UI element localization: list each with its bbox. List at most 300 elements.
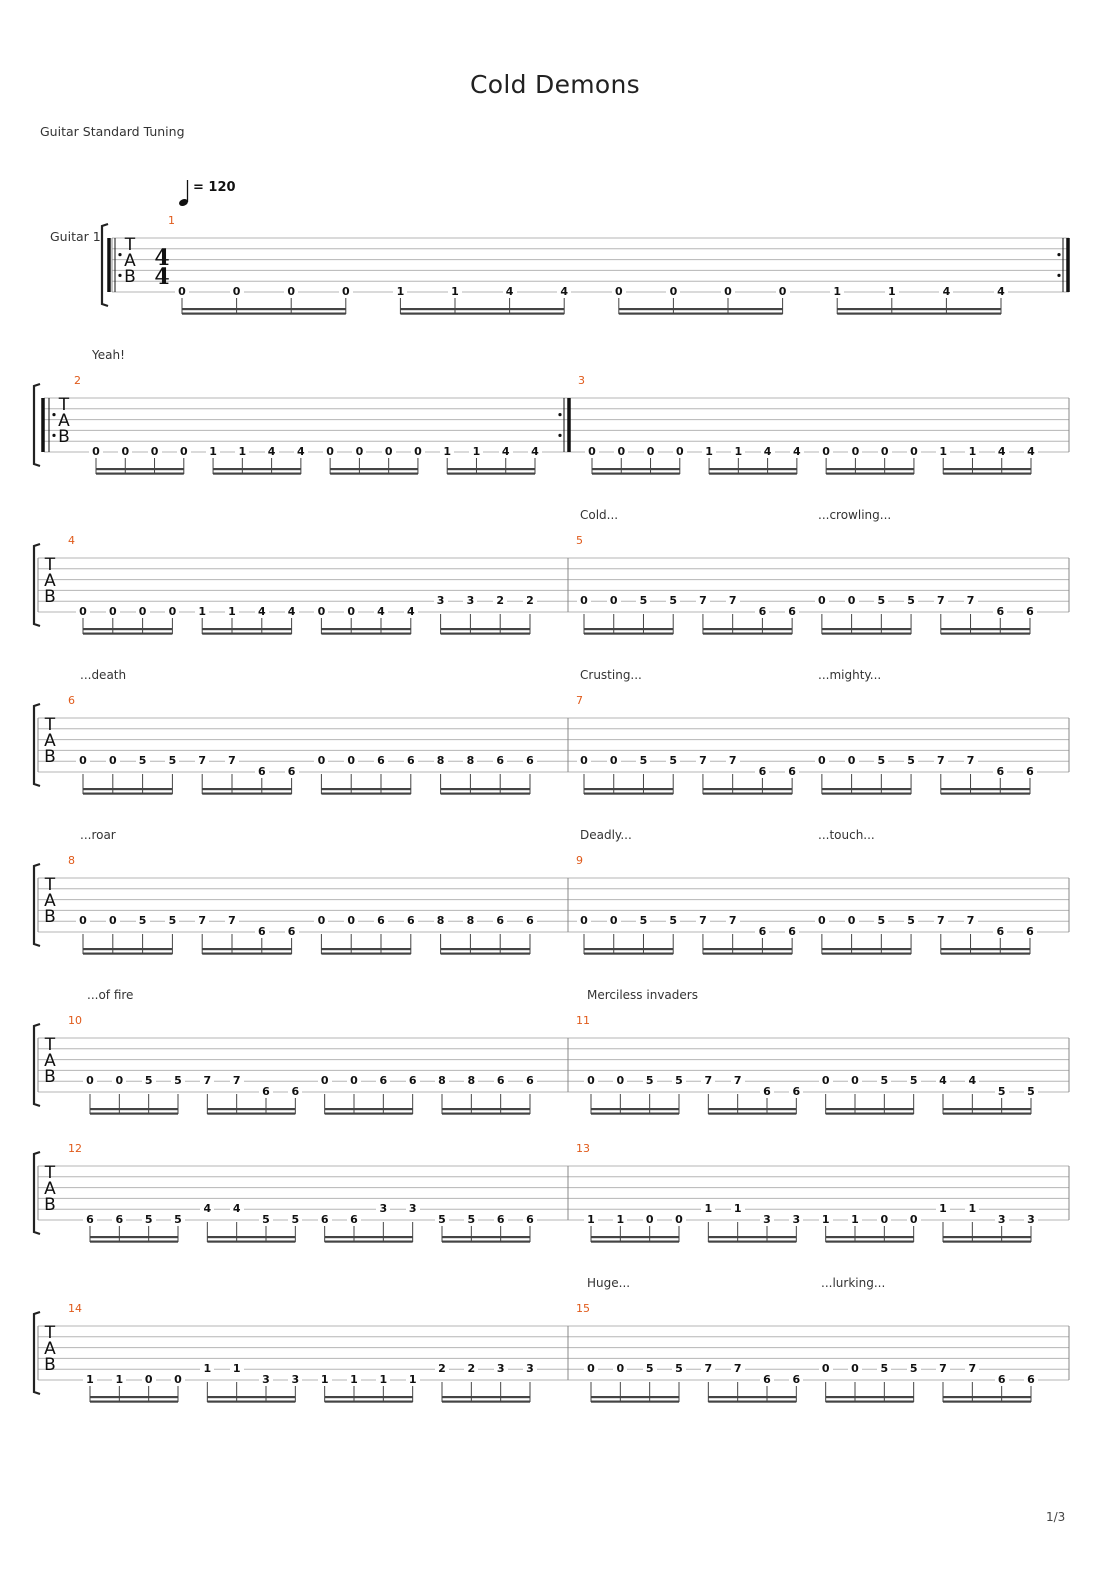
measure-number: 1 (168, 214, 175, 227)
beam (442, 1401, 530, 1403)
fret-number: 0 (877, 1214, 891, 1226)
beam (441, 948, 530, 950)
fret-number: 0 (577, 915, 591, 927)
fret-number: 6 (259, 1086, 273, 1098)
beam (822, 788, 911, 790)
fret-number: 6 (285, 926, 299, 938)
beam (619, 313, 783, 315)
fret-number: 5 (171, 1075, 185, 1087)
system-brace (34, 1152, 40, 1234)
lyric-text: ...crowling... (818, 508, 892, 522)
beam (202, 948, 291, 950)
fret-number: 1 (731, 1203, 745, 1215)
fret-number: 6 (376, 1075, 390, 1087)
fret-number: 5 (1024, 1086, 1038, 1098)
fret-number: 0 (118, 446, 132, 458)
beam (822, 953, 911, 955)
fret-number: 7 (731, 1075, 745, 1087)
measure-number: 8 (68, 854, 75, 867)
fret-number: 0 (845, 595, 859, 607)
fret-number: 0 (344, 606, 358, 618)
fret-number: 0 (776, 286, 790, 298)
beam (708, 1113, 796, 1115)
tab-clef-letter: T (44, 1323, 56, 1343)
tab-clef-letter: A (44, 891, 56, 911)
fret-number: 0 (584, 1075, 598, 1087)
beam (941, 788, 1030, 790)
beam (584, 793, 673, 795)
fret-number: 0 (845, 915, 859, 927)
fret-number: 6 (785, 766, 799, 778)
beam (207, 1241, 295, 1243)
fret-number: 5 (142, 1214, 156, 1226)
fret-number: 0 (76, 606, 90, 618)
measure-number: 10 (68, 1014, 82, 1027)
fret-number: 1 (318, 1374, 332, 1386)
lyric-text: Huge... (587, 1276, 631, 1290)
fret-number: 1 (830, 286, 844, 298)
fret-number: 0 (577, 755, 591, 767)
fret-number: 1 (347, 1374, 361, 1386)
fret-number: 0 (339, 286, 353, 298)
fret-number: 5 (288, 1214, 302, 1226)
fret-number: 8 (463, 755, 477, 767)
fret-number: 0 (175, 286, 189, 298)
fret-number: 0 (673, 446, 687, 458)
time-signature-denominator: 4 (154, 264, 170, 290)
beam (826, 1113, 914, 1115)
lyric-text: Merciless invaders (587, 988, 698, 1002)
beam (442, 1396, 530, 1398)
fret-number: 0 (347, 1075, 361, 1087)
beam (447, 468, 535, 470)
tab-clef-letter: B (44, 587, 56, 607)
measure-number: 7 (576, 694, 583, 707)
beam (708, 1401, 796, 1403)
beam (943, 1108, 1031, 1110)
tab-clef-letter: A (44, 1179, 56, 1199)
tab-clef-letter: T (44, 875, 56, 895)
fret-number: 4 (285, 606, 299, 618)
fret-number: 0 (382, 446, 396, 458)
page-number: 1/3 (1046, 1510, 1066, 1524)
beam (592, 473, 680, 475)
fret-number: 4 (965, 1075, 979, 1087)
fret-number: 6 (523, 755, 537, 767)
fret-number: 2 (435, 1363, 449, 1375)
fret-number: 3 (789, 1214, 803, 1226)
fret-number: 1 (731, 446, 745, 458)
fret-number: 0 (76, 915, 90, 927)
fret-number: 0 (284, 286, 298, 298)
measure-number: 9 (576, 854, 583, 867)
fret-number: 0 (819, 446, 833, 458)
fret-number: 5 (165, 915, 179, 927)
lyric-text: Crusting... (580, 668, 642, 682)
tab-clef-letter: B (44, 907, 56, 927)
fret-number: 5 (142, 1075, 156, 1087)
fret-number: 1 (613, 1214, 627, 1226)
tuning-label: Guitar Standard Tuning (40, 124, 185, 139)
fret-number: 0 (721, 286, 735, 298)
beam (703, 788, 792, 790)
fret-number: 5 (904, 755, 918, 767)
fret-number: 0 (165, 606, 179, 618)
fret-number: 0 (314, 755, 328, 767)
fret-number: 0 (819, 1075, 833, 1087)
repeat-dot (1057, 253, 1060, 256)
fret-number: 6 (347, 1214, 361, 1226)
fret-number: 1 (469, 446, 483, 458)
beam (441, 953, 530, 955)
beam (325, 1113, 413, 1115)
fret-number: 0 (106, 915, 120, 927)
fret-number: 5 (435, 1214, 449, 1226)
beam (703, 953, 792, 955)
beam (202, 788, 291, 790)
beam (325, 1236, 413, 1238)
fret-number: 6 (83, 1214, 97, 1226)
beam (83, 953, 172, 955)
beam (703, 793, 792, 795)
beam (330, 468, 418, 470)
fret-number: 6 (755, 606, 769, 618)
fret-number: 6 (1023, 926, 1037, 938)
beam (96, 473, 184, 475)
fret-number: 0 (613, 1075, 627, 1087)
fret-number: 4 (294, 446, 308, 458)
tab-clef-letter: T (44, 555, 56, 575)
fret-number: 6 (1023, 766, 1037, 778)
fret-number: 5 (643, 1075, 657, 1087)
fret-number: 1 (965, 1203, 979, 1215)
fret-number: 7 (696, 915, 710, 927)
fret-number: 0 (613, 1363, 627, 1375)
fret-number: 0 (323, 446, 337, 458)
fret-number: 7 (225, 755, 239, 767)
beam (703, 633, 792, 635)
fret-number: 6 (523, 915, 537, 927)
fret-number: 3 (760, 1214, 774, 1226)
fret-number: 1 (393, 286, 407, 298)
beam (941, 948, 1030, 950)
fret-number: 0 (607, 755, 621, 767)
fret-number: 6 (406, 1075, 420, 1087)
beam (591, 1113, 679, 1115)
fret-number: 1 (376, 1374, 390, 1386)
beam (182, 308, 346, 310)
fret-number: 3 (523, 1363, 537, 1375)
beam (708, 1236, 796, 1238)
fret-number: 6 (760, 1086, 774, 1098)
fret-number: 4 (265, 446, 279, 458)
fret-number: 1 (230, 1363, 244, 1375)
fret-number: 1 (235, 446, 249, 458)
beam (837, 308, 1001, 310)
beam (584, 788, 673, 790)
fret-number: 4 (503, 286, 517, 298)
fret-number: 7 (934, 915, 948, 927)
beam (207, 1236, 295, 1238)
lyric-text: Deadly... (580, 828, 632, 842)
fret-number: 6 (493, 755, 507, 767)
beam (325, 1108, 413, 1110)
fret-number: 5 (666, 915, 680, 927)
fret-number: 1 (195, 606, 209, 618)
system-brace (34, 544, 40, 626)
fret-number: 0 (848, 1363, 862, 1375)
fret-number: 1 (112, 1374, 126, 1386)
fret-number: 0 (352, 446, 366, 458)
measure-number: 2 (74, 374, 81, 387)
fret-number: 4 (790, 446, 804, 458)
fret-number: 3 (406, 1203, 420, 1215)
fret-number: 0 (607, 595, 621, 607)
fret-number: 1 (225, 606, 239, 618)
beam (441, 633, 530, 635)
fret-number: 5 (636, 915, 650, 927)
fret-number: 3 (376, 1203, 390, 1215)
beam (400, 308, 564, 310)
fret-number: 5 (874, 595, 888, 607)
fret-number: 4 (994, 286, 1008, 298)
fret-number: 0 (907, 446, 921, 458)
fret-number: 1 (83, 1374, 97, 1386)
fret-number: 6 (374, 755, 388, 767)
fret-number: 6 (993, 606, 1007, 618)
fret-number: 1 (819, 1214, 833, 1226)
beam (822, 633, 911, 635)
fret-number: 7 (726, 595, 740, 607)
repeat-dot (52, 434, 55, 437)
beam (943, 1236, 1031, 1238)
beam (325, 1241, 413, 1243)
beam (943, 473, 1031, 475)
lyric-text: ...of fire (87, 988, 134, 1002)
fret-number: 1 (406, 1374, 420, 1386)
tab-clef-letter: B (58, 427, 70, 447)
beam (441, 793, 530, 795)
beam (591, 1236, 679, 1238)
fret-number: 4 (995, 446, 1009, 458)
beam (941, 628, 1030, 630)
beam (584, 628, 673, 630)
fret-number: 6 (1024, 1374, 1038, 1386)
beam (202, 793, 291, 795)
fret-number: 0 (142, 1374, 156, 1386)
fret-number: 5 (904, 595, 918, 607)
fret-number: 0 (577, 595, 591, 607)
beam (321, 948, 410, 950)
fret-number: 6 (285, 766, 299, 778)
fret-number: 0 (230, 286, 244, 298)
fret-number: 0 (815, 915, 829, 927)
beam (442, 1108, 530, 1110)
beam (943, 1396, 1031, 1398)
beam (90, 1108, 178, 1110)
beam (325, 1396, 413, 1398)
fret-number: 0 (83, 1075, 97, 1087)
fret-number: 3 (995, 1214, 1009, 1226)
fret-number: 5 (672, 1363, 686, 1375)
beam (709, 473, 797, 475)
tab-clef-letter: B (124, 267, 136, 287)
beam (441, 628, 530, 630)
fret-number: 5 (874, 915, 888, 927)
fret-number: 4 (939, 286, 953, 298)
beam (708, 1396, 796, 1398)
fret-number: 5 (877, 1363, 891, 1375)
fret-number: 0 (845, 755, 859, 767)
fret-number: 7 (936, 1363, 950, 1375)
system-brace (34, 704, 40, 786)
fret-number: 0 (314, 606, 328, 618)
beam (83, 948, 172, 950)
beam (826, 468, 914, 470)
fret-number: 7 (965, 1363, 979, 1375)
beam (321, 793, 410, 795)
fret-number: 7 (696, 595, 710, 607)
song-title: Cold Demons (470, 70, 640, 99)
beam (584, 953, 673, 955)
beam (83, 628, 172, 630)
beam (826, 1241, 914, 1243)
fret-number: 0 (643, 1214, 657, 1226)
fret-number: 0 (171, 1374, 185, 1386)
fret-number: 3 (463, 595, 477, 607)
repeat-dot (1057, 274, 1060, 277)
fret-number: 4 (936, 1075, 950, 1087)
fret-number: 0 (106, 755, 120, 767)
fret-number: 8 (435, 1075, 449, 1087)
fret-number: 5 (171, 1214, 185, 1226)
fret-number: 7 (200, 1075, 214, 1087)
fret-number: 7 (195, 755, 209, 767)
fret-number: 0 (612, 286, 626, 298)
tab-clef-letter: B (44, 747, 56, 767)
beam (202, 633, 291, 635)
fret-number: 7 (225, 915, 239, 927)
tempo-value: = 120 (193, 180, 236, 195)
beam (90, 1113, 178, 1115)
fret-number: 1 (701, 1203, 715, 1215)
beam (822, 628, 911, 630)
beam (321, 628, 410, 630)
tab-clef-letter: B (44, 1355, 56, 1375)
fret-number: 6 (1023, 606, 1037, 618)
beam (591, 1396, 679, 1398)
fret-number: 5 (995, 1086, 1009, 1098)
beam (96, 468, 184, 470)
beam (709, 468, 797, 470)
fret-number: 1 (848, 1214, 862, 1226)
fret-number: 5 (907, 1075, 921, 1087)
fret-number: 0 (607, 915, 621, 927)
beam (90, 1396, 178, 1398)
repeat-dot (558, 413, 561, 416)
fret-number: 0 (584, 1363, 598, 1375)
fret-number: 6 (374, 915, 388, 927)
beam (90, 1241, 178, 1243)
fret-number: 0 (644, 446, 658, 458)
fret-number: 5 (877, 1075, 891, 1087)
beam (182, 313, 346, 315)
beam (592, 468, 680, 470)
beam (83, 633, 172, 635)
fret-number: 4 (404, 606, 418, 618)
fret-number: 7 (964, 595, 978, 607)
fret-number: 6 (404, 755, 418, 767)
beam (941, 633, 1030, 635)
time-signature-numerator: 4 (154, 245, 170, 271)
beam (207, 1113, 295, 1115)
fret-number: 5 (907, 1363, 921, 1375)
beam (202, 953, 291, 955)
fret-number: 0 (411, 446, 425, 458)
fret-number: 6 (318, 1214, 332, 1226)
fret-number: 1 (936, 446, 950, 458)
fret-number: 6 (404, 915, 418, 927)
fret-number: 5 (666, 755, 680, 767)
fret-number: 0 (907, 1214, 921, 1226)
fret-number: 3 (434, 595, 448, 607)
beam (822, 948, 911, 950)
beam (591, 1241, 679, 1243)
measure-number: 13 (576, 1142, 590, 1155)
fret-number: 6 (255, 766, 269, 778)
beam (826, 1396, 914, 1398)
fret-number: 4 (761, 446, 775, 458)
fret-number: 5 (643, 1363, 657, 1375)
measure-number: 4 (68, 534, 75, 547)
fret-number: 0 (614, 446, 628, 458)
fret-number: 6 (493, 915, 507, 927)
tab-clef-letter: T (58, 395, 70, 415)
fret-number: 2 (464, 1363, 478, 1375)
tab-clef-letter: B (44, 1067, 56, 1087)
beam (826, 473, 914, 475)
fret-number: 0 (136, 606, 150, 618)
fret-number: 6 (995, 1374, 1009, 1386)
fret-number: 1 (885, 286, 899, 298)
beam (619, 308, 783, 310)
system-brace (34, 384, 40, 466)
fret-number: 0 (815, 755, 829, 767)
fret-number: 6 (755, 926, 769, 938)
fret-number: 7 (934, 755, 948, 767)
system-brace (34, 1024, 40, 1106)
fret-number: 3 (494, 1363, 508, 1375)
beam (321, 788, 410, 790)
beam (207, 1108, 295, 1110)
fret-number: 5 (636, 595, 650, 607)
fret-number: 6 (288, 1086, 302, 1098)
beam (83, 788, 172, 790)
beam (90, 1401, 178, 1403)
beam (703, 628, 792, 630)
beam (447, 473, 535, 475)
tab-clef-letter: A (58, 411, 70, 431)
beam (941, 953, 1030, 955)
fret-number: 8 (463, 915, 477, 927)
beam (442, 1113, 530, 1115)
tab-clef-letter: T (124, 235, 136, 255)
fret-number: 6 (494, 1075, 508, 1087)
beam (321, 953, 410, 955)
track-label: Guitar 1 (50, 229, 101, 244)
fret-number: 0 (848, 446, 862, 458)
beam (207, 1396, 295, 1398)
